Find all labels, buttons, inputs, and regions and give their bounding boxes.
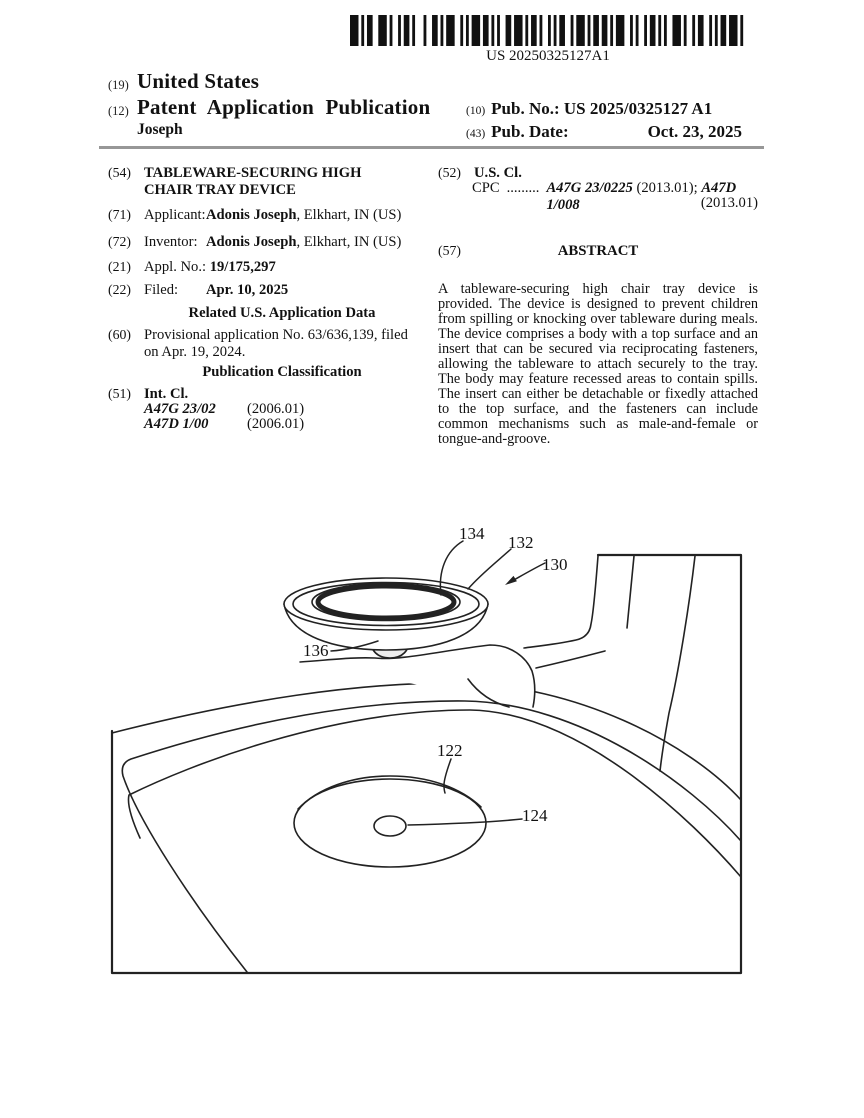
cpc-class-2: A47D 1/008	[546, 180, 737, 213]
inid-21: (21)	[108, 259, 131, 274]
figure-label-124: 124	[522, 806, 548, 825]
chair-back-front	[660, 556, 695, 771]
field-appl-no	[108, 259, 420, 276]
pub-date-label: Pub. Date:	[491, 122, 569, 141]
figure-label-130: 130	[542, 555, 568, 574]
leader-130	[512, 563, 545, 581]
field-inventor	[108, 234, 420, 251]
filed-date: Apr. 10, 2025	[206, 282, 289, 298]
related-data-heading: Related U.S. Application Data	[188, 305, 376, 321]
country-name: United States	[137, 69, 260, 93]
filed-label: Filed:	[144, 282, 179, 298]
inid-51: (51)	[108, 386, 131, 401]
inid-54: (54)	[108, 165, 131, 180]
barcode	[350, 15, 746, 47]
appl-no-number: 19/175,297	[209, 259, 276, 275]
armrest-line	[536, 651, 605, 668]
cpc-label: CPC	[472, 180, 500, 196]
inventor-name: Adonis Joseph	[206, 234, 297, 250]
field-title	[108, 165, 408, 198]
us-cl-label: U.S. Cl.	[474, 165, 522, 181]
cpc-dots: .........	[506, 180, 540, 196]
inid-60: (60)	[108, 327, 131, 342]
inventor-label: Inventor:	[144, 234, 198, 250]
figure-drawing	[95, 505, 765, 985]
pub-date-label-group	[466, 122, 569, 142]
filed-value	[144, 282, 288, 299]
pub-no-label: Pub. No.:	[491, 99, 560, 118]
inid-12: (12)	[108, 104, 129, 118]
inventor-value	[144, 234, 401, 251]
doc-type: Patent Application Publication	[137, 95, 431, 119]
invention-title: TABLEWARE-SECURING HIGH CHAIR TRAY DEVICE	[144, 165, 362, 198]
cpc-class-1: A47G 23/0225	[546, 180, 633, 196]
inid-71: (71)	[108, 207, 131, 222]
header-divider	[99, 146, 764, 149]
field-applicant	[108, 207, 420, 224]
int-cl-version: (2006.01)	[247, 416, 305, 432]
arrowhead-130	[505, 576, 517, 585]
abstract-text: A tableware-securing high chair tray device is provided. The device is designed to prevent children from spilling or knocking over tableware during meals. The device comprises a body with a top surface and an insert that can be secured via reciprocating fasteners, allowing the tableware to attach securely to the tray. The body may feature recessed areas to contain spills. The insert can either be detachable or fixedly attached to the top surface, and the fasteners can include common mechanisms such as male-and-female or tongue-and-groove.	[438, 281, 758, 447]
field-provisional	[108, 327, 420, 360]
abstract-heading-row	[438, 243, 758, 260]
int-cl-class: A47D 1/00	[144, 416, 209, 432]
pommel	[300, 645, 535, 707]
inid-57: (57)	[438, 243, 461, 258]
pub-class-heading: Publication Classification	[202, 364, 362, 380]
figure-label-132: 132	[508, 533, 534, 552]
figure-label-134: 134	[459, 524, 485, 543]
int-cl-label: Int. Cl.	[144, 386, 189, 402]
int-cl-entry	[144, 416, 304, 433]
barcode-number: US 20250325127A1	[486, 48, 610, 64]
pub-no-value: US 2025/0325127 A1	[563, 99, 713, 118]
pub-date-value: Oct. 23, 2025	[647, 122, 742, 141]
chair-back-mid	[627, 556, 634, 628]
leader-132	[468, 549, 511, 589]
inid-10: (10)	[466, 105, 486, 117]
appl-no-value	[144, 259, 276, 276]
applicant-label: Applicant:	[144, 207, 206, 223]
inid-72: (72)	[108, 234, 131, 249]
int-cl-version: (2006.01)	[247, 401, 305, 417]
figure-label-136: 136	[303, 641, 329, 660]
applicant-name: Adonis Joseph	[206, 207, 297, 223]
cpc-ver-2: (2013.01)	[700, 195, 758, 211]
inventor-surname: Joseph	[137, 121, 183, 138]
inid-19: (19)	[108, 78, 129, 92]
pub-no-line	[466, 99, 742, 119]
field-filed	[108, 282, 420, 299]
inid-52: (52)	[438, 165, 461, 180]
recess-center-hole	[374, 816, 406, 836]
applicant-rest: , Elkhart, IN (US)	[296, 207, 402, 223]
appl-no-label: Appl. No.:	[144, 259, 207, 275]
inventor-rest: , Elkhart, IN (US)	[296, 234, 402, 250]
figure-label-122: 122	[437, 741, 463, 760]
pub-date-line	[466, 122, 742, 142]
int-cl-class: A47G 23/02	[144, 401, 216, 417]
inid-43: (43)	[466, 128, 486, 140]
abstract-heading: ABSTRACT	[557, 243, 639, 259]
inid-22: (22)	[108, 282, 131, 297]
provisional-text: Provisional application No. 63/636,139, filed on Apr. 19, 2024.	[144, 327, 408, 360]
cpc-ver-1: (2013.01);	[636, 180, 698, 196]
applicant-value	[144, 207, 401, 224]
